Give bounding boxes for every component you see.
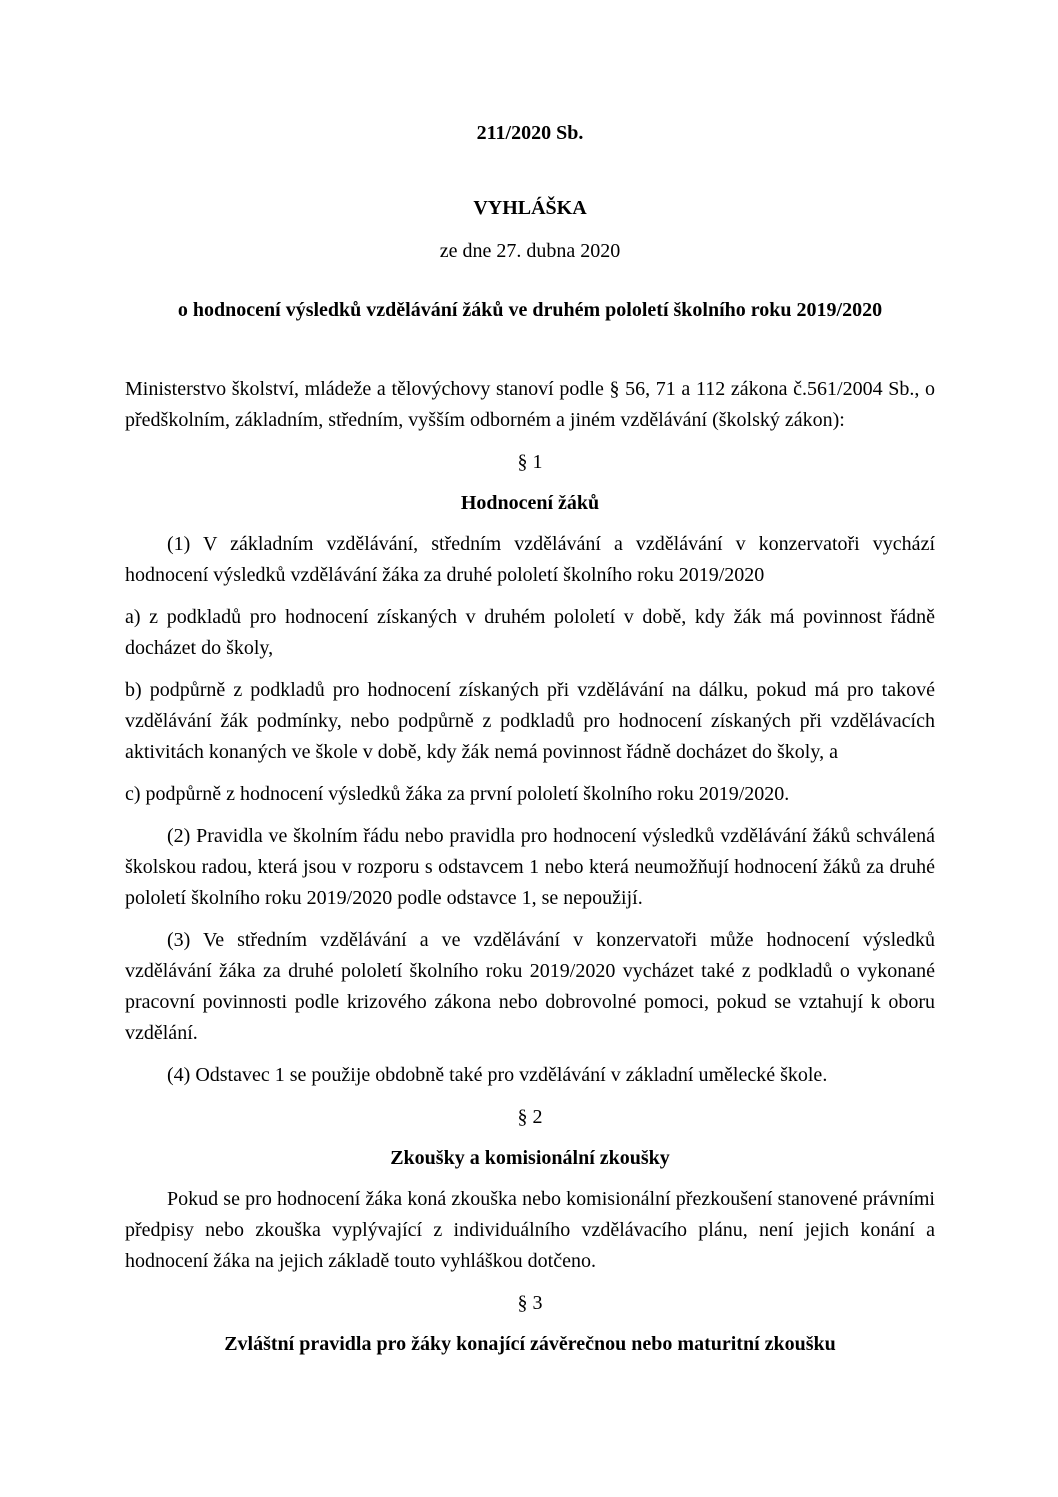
section-1-item-c: c) podpůrně z hodnocení výsledků žáka za první pololetí školního roku 2019/2020.	[125, 783, 790, 805]
section-1-paragraph-1: (1) V základním vzdělávání, středním vzdělávání a vzdělávání v konzervatoři vychází hodnocení výsledků vzdělávání žáka za druhé pololetí školního roku 2019/2020	[125, 533, 935, 586]
document-subject: o hodnocení výsledků vzdělávání žáků ve druhém pololetí školního roku 2019/2020	[177, 299, 883, 321]
preamble-paragraph: Ministerstvo školství, mládeže a tělovýchovy stanoví podle § 56, 71 a 112 zákona č.561/2004 Sb., o předškolním, základním, středním, vyšším odborném a jiném vzdělávání (školský zákon):	[125, 378, 935, 431]
section-3	[125, 1288, 935, 1360]
section-1-paragraph-3: (3) Ve středním vzdělávání a ve vzdělávání v konzervatoři může hodnocení výsledků vzdělávání žáka za druhé pololetí školního roku 2019/2020 vycházet také z podkladů o vykonané pracovní povinnosti podle krizového zákona nebo dobrovolné pomoci, pokud se vztahují k oboru vzdělání.	[125, 929, 935, 1044]
section-1-item-a: a) z podkladů pro hodnocení získaných v druhém pololetí v době, kdy žák má povinnost řádně docházet do školy,	[125, 606, 935, 659]
section-3-title: Zvláštní pravidla pro žáky konající závěrečnou nebo maturitní zkoušku	[224, 1333, 836, 1355]
section-1-item-b: b) podpůrně z podkladů pro hodnocení získaných při vzdělávání na dálku, pokud má pro takové vzdělávání žák podmínky, nebo podpůrně z podkladů pro hodnocení získaných při vzdělávacích aktivitách konaných ve škole v době, kdy žák nemá povinnost řádně docházet do školy, a	[125, 679, 935, 763]
section-2	[125, 1102, 935, 1277]
section-2-number: § 2	[517, 1106, 543, 1128]
section-3-number: § 3	[517, 1292, 543, 1314]
section-1-paragraph-2: (2) Pravidla ve školním řádu nebo pravidla pro hodnocení výsledků vzdělávání žáků schválená školskou radou, která jsou v rozporu s odstavcem 1 nebo která neumožňují hodnocení žáků za druhé pololetí školního roku 2019/2020 podle odstavce 1, se nepoužijí.	[125, 825, 935, 909]
section-2-paragraph-1: Pokud se pro hodnocení žáka koná zkouška nebo komisionální přezkoušení stanovené právními předpisy nebo zkouška vyplývající z individuálního vzdělávacího plánu, není jejich konání a hodnocení žáka na jejich základě touto vyhláškou dotčeno.	[125, 1188, 935, 1272]
document-type-heading: VYHLÁŠKA	[473, 197, 587, 219]
section-2-title: Zkoušky a komisionální zkoušky	[390, 1147, 670, 1169]
document-date-line: ze dne 27. dubna 2020	[439, 240, 621, 262]
section-1	[125, 447, 935, 1091]
section-1-title: Hodnocení žáků	[460, 492, 600, 514]
section-1-paragraph-4: (4) Odstavec 1 se použije obdobně také pro vzdělávání v základní umělecké škole.	[167, 1064, 828, 1086]
section-1-number: § 1	[517, 451, 543, 473]
document-number: 211/2020 Sb.	[476, 122, 584, 144]
